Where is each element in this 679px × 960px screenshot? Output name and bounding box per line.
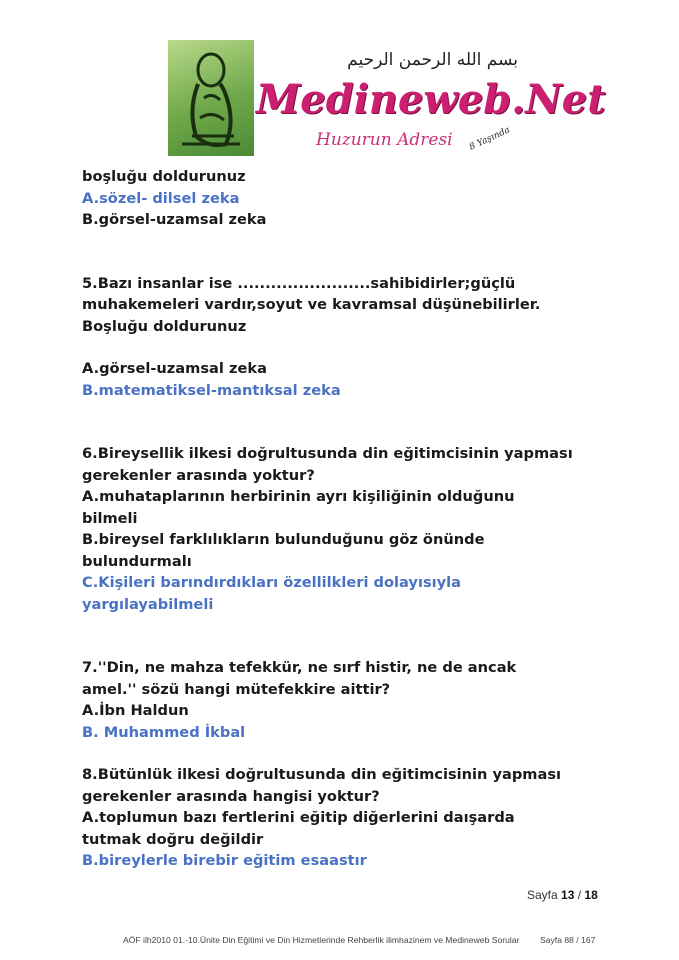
page-separator: /: [577, 888, 582, 902]
text-line: boşluğu doldurunuz: [82, 168, 246, 185]
text-line: gerekenler arasında hangisi yoktur?: [82, 787, 380, 805]
text-line: tutmak doğru değildir: [82, 830, 264, 848]
answer-line: B. Muhammed İkbal: [82, 723, 246, 741]
text-line: amel.'' sözü hangi mütefekkire aittir?: [82, 680, 391, 698]
question-6-line: 6.Bireysellik ilkesi doğrultusunda din eğitimcisinin yapması: [82, 445, 573, 462]
page-total: 18: [584, 888, 598, 902]
text-line: gerekenler arasında yoktur?: [82, 466, 315, 484]
answer-line: B.matematiksel-mantıksal zeka: [82, 381, 341, 399]
text-line: A.İbn Haldun: [82, 702, 189, 719]
question-7-line: 7.''Din, ne mahza tefekkür, ne sırf histir, ne de ancak: [82, 659, 517, 676]
text-line: A.görsel-uzamsal zeka: [82, 360, 267, 377]
header-logo: [168, 40, 606, 158]
answer-line: C.Kişileri barındırdıkları özellilkleri dolayısıyla: [82, 574, 462, 591]
text-line: bulundurmalı: [82, 552, 192, 570]
text-line: B.görsel-uzamsal zeka: [82, 211, 267, 228]
footer-text: AÖF ilh2010 01.-10.Ünite Din Eğitimi ve Din Hizmetlerinde Rehberlik ilimhazinem ve Medineweb Sorular: [123, 935, 520, 945]
answer-line: yargılayabilmeli: [82, 595, 214, 613]
text-line: Boşluğu doldurunuz: [82, 317, 247, 335]
calligraphy-figure-icon: [168, 40, 254, 156]
text-line: bilmeli: [82, 509, 138, 527]
text-line: A.toplumun bazı fertlerini eğitip diğerlerini daışarda: [82, 809, 515, 826]
text-line: B.bireysel farklılıkların bulunduğunu göz önünde: [82, 531, 485, 548]
basmala-text: بسم الله الرحمن الرحيم: [347, 50, 518, 70]
question-content: [82, 166, 622, 872]
page-label: Sayfa: [527, 888, 558, 902]
site-tagline: Huzurun Adresi: [316, 130, 453, 150]
question-8-line: 8.Bütünlük ilkesi doğrultusunda din eğitimcisinin yapması: [82, 766, 562, 783]
text-line: A.muhataplarının herbirinin ayrı kişiliğinin olduğunu: [82, 488, 515, 505]
text-line: muhakemeleri vardır,soyut ve kavramsal düşünebilirler.: [82, 296, 541, 313]
site-brand-name: Medineweb.Net: [256, 76, 606, 123]
age-badge: 8 Yaşında: [467, 125, 512, 153]
calligraphy-logo-image: [168, 40, 254, 156]
question-5-line: 5.Bazı insanlar ise ........................sahibidirler;güçlü: [82, 274, 516, 292]
footer-page: Sayfa 88 / 167: [540, 935, 596, 945]
answer-line: B.bireylerle birebir eğitim esaastır: [82, 852, 367, 869]
page-current: 13: [561, 888, 575, 902]
page-number: [527, 888, 598, 902]
answer-line: A.sözel- dilsel zeka: [82, 189, 240, 207]
